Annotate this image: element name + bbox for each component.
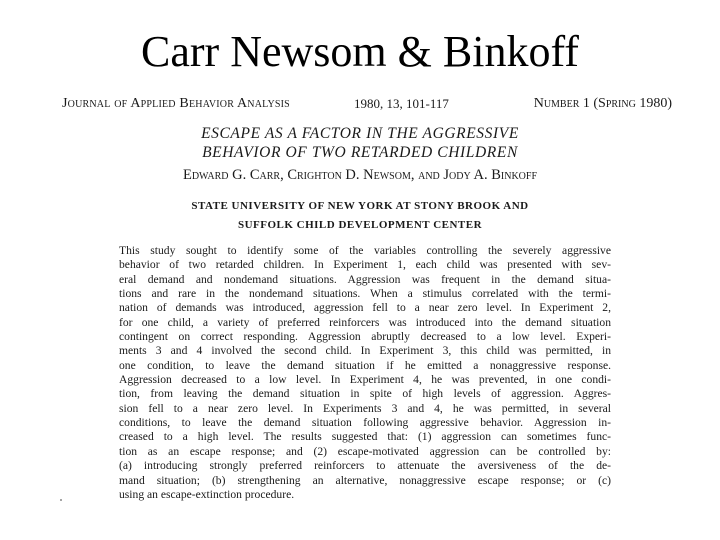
abstract-line: contingent on correct responding. Aggression abruptly decreased to a low level. Experi- [119,330,611,344]
journal-issue: Number 1 (Spring 1980) [533,96,672,111]
affiliation-line: SUFFOLK CHILD DEVELOPMENT CENTER [237,219,483,231]
abstract-line: nation of demands was introduced, aggression fell to a near zero level. In Experiment 2, [119,301,611,315]
journal-name: Journal of Applied Behavior Analysis [62,96,290,111]
abstract-line: conditions, to leave the demand situation following aggressive behavior. Aggression in- [119,416,611,430]
abstract-line: behavior of two retarded children. In Experiment 1, each child was presented with sev- [119,258,611,272]
abstract-line: one condition, to leave the demand situation if he emitted a nonaggressive response. [119,358,611,372]
abstract-line: for one child, a variety of preferred reinforcers was introduced into the demand situation [119,315,611,329]
abstract-line: eral demand and nondemand situations. Aggression was frequent in the demand situa- [119,272,611,286]
scan-speck [60,499,62,501]
paper-title-line: BEHAVIOR OF TWO RETARDED CHILDREN [202,144,518,161]
abstract-line: sion fell to a near zero level. In Experiments 3 and 4, he was permitted, in several [119,401,611,415]
paper-title-line: ESCAPE AS A FACTOR IN THE AGGRESSIVE [201,125,519,142]
abstract-line: mand situation; (b) strengthening an alternative, nonaggressive escape response; or (c) [119,473,611,487]
journal-header [62,96,672,112]
abstract-line: Aggression decreased to a low level. In Experiment 4, he was prevented, in one condi- [119,373,611,387]
paper-affiliation [0,197,720,235]
paper-title [0,124,720,162]
abstract [119,244,611,502]
abstract-line: creased to a high level. The results suggested that: (1) aggression can sometimes func- [119,430,611,444]
abstract-line: using an escape-extinction procedure. [119,487,295,501]
abstract-line: ments 3 and 4 involved the second child. In Experiment 3, this child was permitted, in [119,344,611,358]
abstract-line: (a) introducing strongly preferred reinforcers to attenuate the aversiveness of the de- [119,459,611,473]
journal-volume: 1980, 13, 101-117 [354,96,449,111]
abstract-line: This study sought to identify some of the variables controlling the severely aggressive [119,244,611,257]
abstract-line: tion as an escape response; and (2) escape-motivated aggression can be controlled by: [119,444,611,458]
abstract-line: tions and rare in the nondemand situations. When a stimulus correlated with the termi- [119,287,611,301]
paper-authors: Edward G. Carr, Crighton D. Newsom, and Jody A. Binkoff [182,167,538,183]
slide-title: Carr Newsom & Binkoff [141,27,579,76]
affiliation-line: STATE UNIVERSITY OF NEW YORK AT STONY BROOK AND [191,200,529,212]
abstract-line: tion, from leaving the demand situation in spite of high levels of aggression. Aggres- [119,387,611,401]
